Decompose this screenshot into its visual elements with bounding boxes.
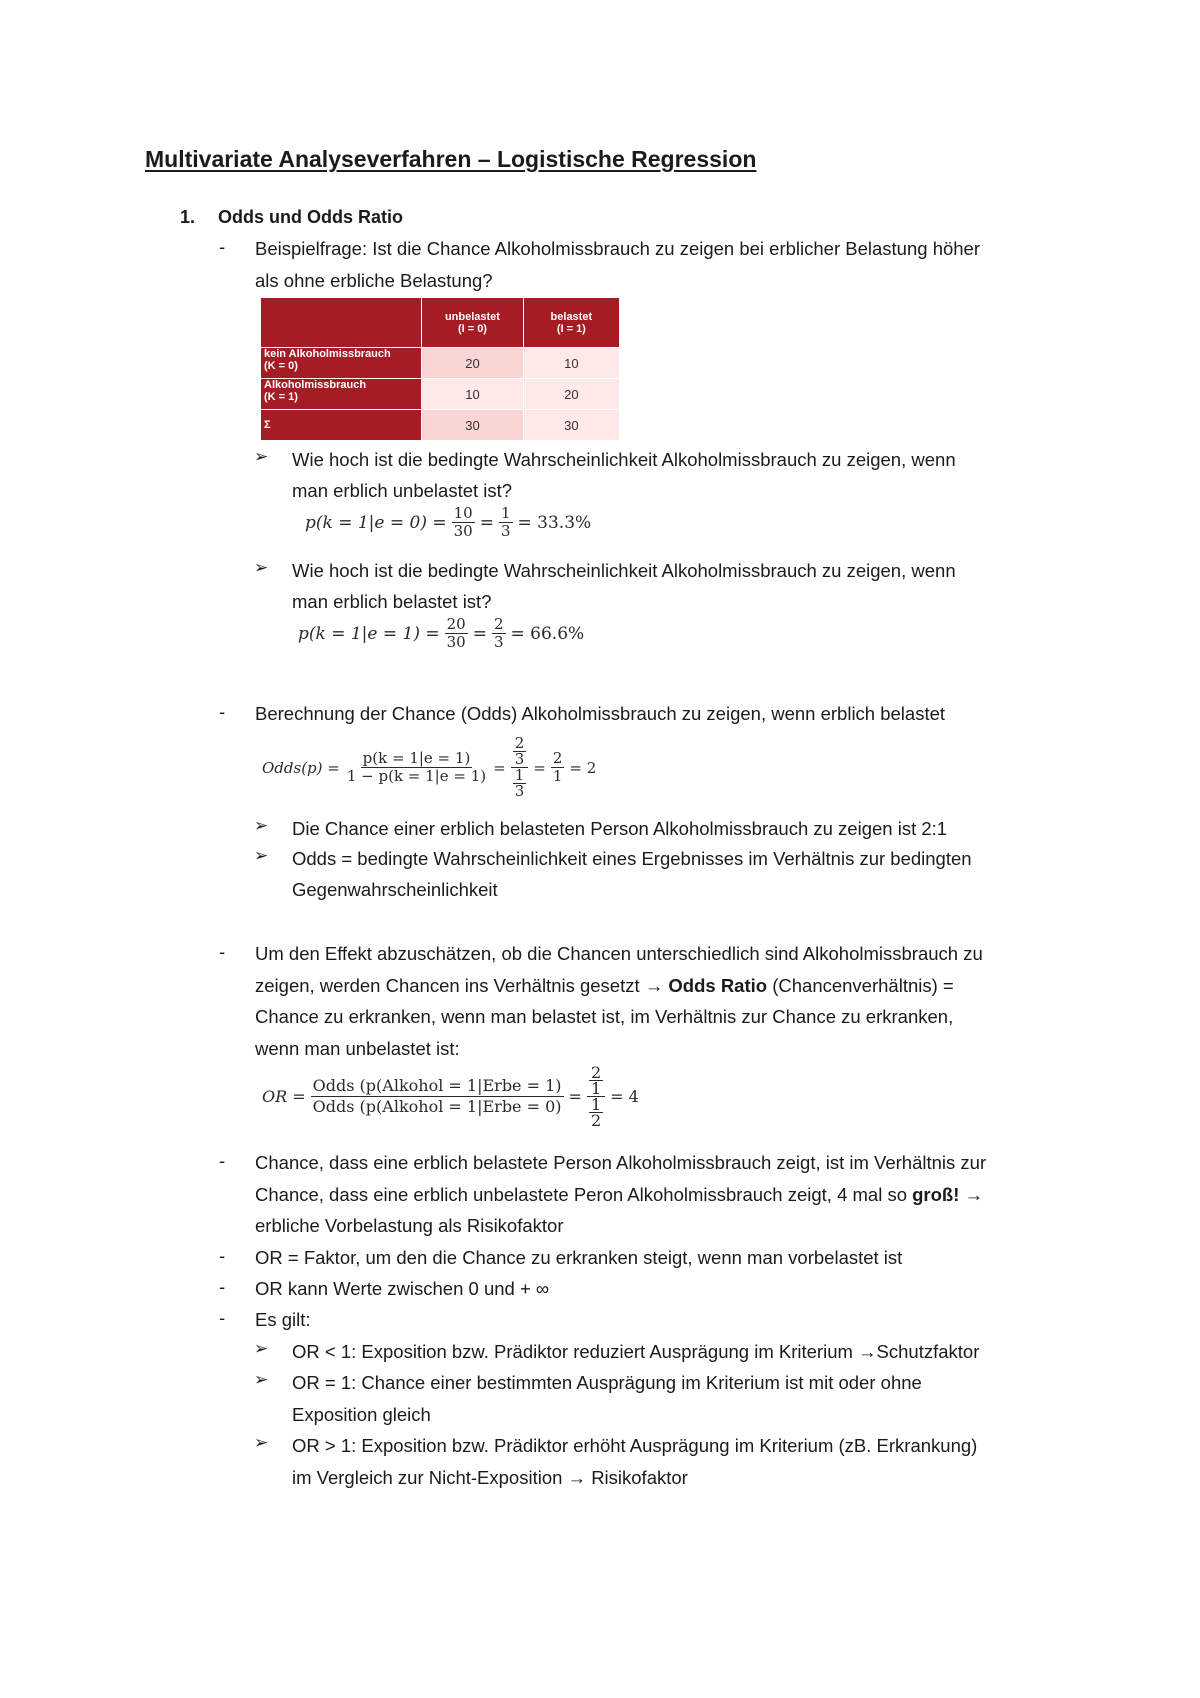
row-label-2: (K = 1) [264, 391, 298, 403]
question-1-line-1: Wie hoch ist die bedingte Wahrscheinlichkeit Alkoholmissbrauch zu zeigen, wenn [292, 449, 956, 470]
table-cell: 10 [422, 379, 523, 410]
table-col-unbelastet [422, 298, 523, 348]
numerator: 10 [453, 504, 473, 522]
question-2-line-1: Wie hoch ist die bedingte Wahrscheinlichkeit Alkoholmissbrauch zu zeigen, wenn [292, 560, 956, 581]
denominator: 30 [453, 522, 473, 540]
table-col-belastet [523, 298, 619, 348]
formula-lhs: OR = [262, 1087, 306, 1106]
fraction [589, 1097, 603, 1128]
right-arrow-icon: → [644, 975, 664, 996]
dash-bullet: - [219, 1276, 226, 1297]
question-2-line-2: man erblich belastet ist? [292, 591, 492, 612]
table-row [261, 410, 620, 441]
arrow-bullet-icon: ➢ [254, 816, 269, 835]
table-cell: 10 [523, 348, 619, 379]
denominator: 1 − p(k = 1|e = 1) [346, 767, 487, 785]
denominator: 3 [514, 782, 525, 800]
effect-line-2 [255, 973, 954, 999]
intro-line-1: Beispielfrage: Ist die Chance Alkoholmissbrauch zu zeigen bei erblicher Belastung höher [255, 238, 981, 259]
formula-result: = 2 [569, 758, 597, 777]
numerator: 1 [500, 504, 511, 522]
or-definition: OR = Faktor, um den die Chance zu erkranken steigt, wenn man vorbelastet ist [255, 1247, 903, 1268]
arrow-bullet-icon: ➢ [254, 558, 269, 577]
row-label-1: Alkoholmissbrauch [264, 379, 367, 391]
denominator: 1 [552, 767, 563, 785]
denominator: 1 [590, 1079, 602, 1098]
rule-or-less-1: OR < 1: Exposition bzw. Prädiktor reduziert Ausprägung im Kriterium →Schutzfaktor [292, 1341, 980, 1362]
dash-bullet: - [219, 1150, 226, 1171]
arrow-bullet-icon: ➢ [254, 1370, 269, 1389]
conclusion-line-3: erbliche Vorbelastung als Risikofaktor [255, 1215, 564, 1236]
conclusion-line-1: Chance, dass eine erblich belastete Person Alkoholmissbrauch zeigt, ist im Verhältnis zur [255, 1152, 987, 1173]
numerator: 1 [514, 766, 525, 784]
numerator: Odds (p(Alkohol = 1|Erbe = 1) [312, 1076, 562, 1095]
formula-result: = 4 [610, 1087, 639, 1106]
section-number: 1. [180, 207, 196, 227]
numerator: 1 [590, 1095, 602, 1114]
fraction [513, 736, 527, 767]
numerator: 2 [493, 615, 504, 633]
table-cell: 20 [422, 348, 523, 379]
table-row [261, 348, 620, 379]
arrow-bullet-icon: ➢ [254, 447, 269, 466]
numerator: 20 [446, 615, 466, 633]
row-label-2: (K = 0) [264, 360, 298, 372]
right-arrow-icon: → [959, 1184, 984, 1205]
fraction [499, 505, 513, 540]
odds-ratio-term: Odds Ratio [663, 975, 768, 996]
formula-p-belastet: p(k = 1|e = 1) = $\frac{20}{30}$ = $\frac{2}{3}$ = 66.6% [298, 615, 585, 651]
row-label [261, 379, 422, 410]
odds-definition-line-1: Odds = bedingte Wahrscheinlichkeit eines Ergebnisses im Verhältnis zur bedingten [292, 848, 972, 869]
formula-odds-ratio: OR = $\frac{\text{Odds (p(Alkohol = 1|Erbe = 1)}}{\text{Odds (p(Alkohol = 1|Erbe = 0)}}$ = $\frac{\frac{2}{1}}{\frac{1}{2}}$ = 4 [262, 1063, 639, 1130]
row-label [261, 348, 422, 379]
denominator: Odds (p(Alkohol = 1|Erbe = 0) [312, 1097, 562, 1116]
fraction [492, 616, 506, 651]
denominator: 3 [514, 750, 525, 768]
conclusion-line-2 [255, 1182, 983, 1208]
formula-lhs: p(k = 1|e = 0) = [305, 512, 447, 533]
dash-bullet: - [219, 236, 226, 257]
denominator: 2 [590, 1111, 602, 1130]
numerator: 2 [552, 749, 563, 767]
table-cell: 30 [523, 410, 619, 441]
conclusion-text: Chance, dass eine erblich unbelastete Peron Alkoholmissbrauch zeigt, 4 mal so [255, 1184, 913, 1205]
es-gilt: Es gilt: [255, 1309, 311, 1330]
compound-numerator [587, 1065, 605, 1097]
numerator: 2 [514, 734, 525, 752]
numerator: p(k = 1|e = 1) [362, 749, 471, 767]
arrow-bullet-icon: ➢ [254, 846, 269, 865]
arrow-bullet-icon: ➢ [254, 1433, 269, 1452]
compound-denominator [511, 768, 529, 799]
fraction [452, 505, 475, 540]
formula-lhs: p(k = 1|e = 1) = [298, 623, 440, 644]
numerator: 2 [590, 1063, 602, 1082]
fraction [445, 616, 468, 651]
question-1-line-2: man erblich unbelastet ist? [292, 480, 513, 501]
col2-sub: (I = 1) [556, 322, 586, 335]
table-corner [261, 298, 422, 348]
table-cell: 20 [523, 379, 619, 410]
col1-sub: (I = 0) [457, 322, 487, 335]
formula-odds: Odds(p) = $\frac{p(k = 1|e = 1)}{1 - p(k = 1|e = 1)}$ = $\frac{\frac{2}{3}}{\frac{1}{3}}$ = $\frac{2}{1}$ = 2 [262, 734, 597, 800]
dash-bullet: - [219, 1245, 226, 1266]
odds-definition-line-2: Gegenwahrscheinlichkeit [292, 879, 498, 900]
effect-text: zeigen, werden Chancen ins Verhältnis gesetzt [255, 975, 645, 996]
dash-bullet: - [219, 1307, 226, 1328]
odds-conclusion: Die Chance einer erblich belasteten Person Alkoholmissbrauch zu zeigen ist 2:1 [292, 818, 948, 839]
emphasis: groß! [912, 1184, 960, 1205]
fraction [345, 750, 488, 785]
table-cell: 30 [422, 410, 523, 441]
effect-line-3: Chance zu erkranken, wenn man belastet ist, im Verhältnis zur Chance zu erkranken, [255, 1006, 954, 1027]
denominator: 3 [500, 522, 511, 540]
compound-numerator [511, 736, 529, 768]
rule-or-equal-1-line-1: OR = 1: Chance einer bestimmten Ausprägung im Kriterium ist mit oder ohne [292, 1372, 922, 1393]
fraction [311, 1076, 564, 1117]
col1-label: unbelastet [444, 310, 500, 323]
section-label: Odds und Odds Ratio [218, 207, 403, 227]
table-row [261, 379, 620, 410]
compound-fraction [587, 1065, 605, 1128]
intro-line-2: als ohne erbliche Belastung? [255, 270, 493, 291]
row-label-1: kein Alkoholmissbrauch [264, 348, 391, 360]
compound-denominator [587, 1097, 605, 1128]
or-range: OR kann Werte zwischen 0 und + ∞ [255, 1278, 550, 1299]
col2-label: belastet [550, 310, 593, 323]
formula-result: = 66.6% [510, 623, 585, 644]
page-title: Multivariate Analyseverfahren – Logistische Regression [145, 146, 757, 172]
rule-or-greater-1-line-1: OR > 1: Exposition bzw. Prädiktor erhöht Ausprägung im Kriterium (zB. Erkrankung) [292, 1435, 978, 1456]
rule-or-greater-1-line-2: im Vergleich zur Nicht-Exposition → Risikofaktor [292, 1467, 688, 1488]
fraction [551, 750, 565, 785]
formula-result: = 33.3% [517, 512, 592, 533]
row-label-1: Σ [264, 419, 271, 431]
effect-text: (Chancenverhältnis) = [767, 975, 954, 996]
fraction [589, 1065, 603, 1096]
effect-line-4: wenn man unbelastet ist: [255, 1038, 460, 1059]
arrow-bullet-icon: ➢ [254, 1339, 269, 1358]
denominator: 30 [446, 633, 466, 651]
compound-fraction [511, 736, 529, 799]
denominator: 3 [493, 633, 504, 651]
formula-p-unbelastet: p(k = 1|e = 0) = $\frac{10}{30}$ = $\frac{1}{3}$ = 33.3% [305, 504, 592, 540]
rule-or-equal-1-line-2: Exposition gleich [292, 1404, 431, 1425]
dash-bullet: - [219, 701, 226, 722]
odds-intro: Berechnung der Chance (Odds) Alkoholmissbrauch zu zeigen, wenn erblich belastet [255, 703, 946, 724]
contingency-table [260, 297, 620, 441]
row-label [261, 410, 422, 441]
dash-bullet: - [219, 941, 226, 962]
fraction [513, 768, 527, 799]
formula-lhs: Odds(p) = [262, 758, 340, 777]
effect-line-1: Um den Effekt abzuschätzen, ob die Chancen unterschiedlich sind Alkoholmissbrauch zu [255, 943, 983, 964]
